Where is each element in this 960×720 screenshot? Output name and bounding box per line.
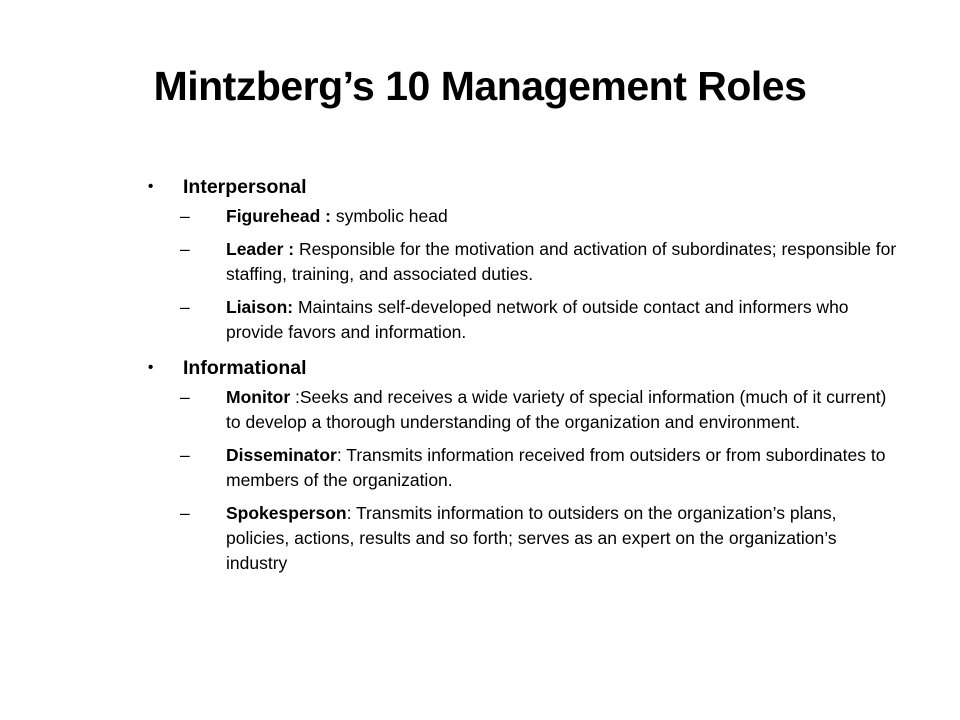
slide-title: Mintzberg’s 10 Management Roles (153, 63, 807, 109)
role-item-monitor (148, 385, 898, 435)
role-term: Monitor (226, 387, 291, 407)
dash-icon: – (180, 297, 190, 317)
section-heading-label: Informational (183, 357, 307, 379)
role-item-spokesperson (148, 501, 898, 576)
role-list (148, 385, 898, 576)
dash-icon: – (180, 387, 190, 407)
bullet-icon: • (148, 178, 154, 195)
section-informational (148, 353, 898, 576)
role-description: : Transmits information to outsiders on the organization’s plans, policies, actions, results and so forth; serves as an expert on the organization’s industry (226, 503, 837, 573)
dash-icon: – (180, 239, 190, 259)
role-term: Leader : (226, 239, 295, 259)
section-heading-label: Interpersonal (183, 176, 307, 198)
section-interpersonal (148, 172, 898, 345)
role-description: symbolic head (331, 206, 448, 226)
role-term: Spokesperson (226, 503, 347, 523)
role-term: Disseminator (226, 445, 337, 465)
role-item-leader (148, 237, 898, 287)
role-description: :Seeks and receives a wide variety of special information (much of it current) to develop a thorough understanding of the organization and environment. (226, 387, 887, 432)
dash-icon: – (180, 503, 190, 523)
section-heading (148, 172, 898, 202)
role-item-figurehead (148, 204, 898, 229)
role-list (148, 204, 898, 345)
role-item-liaison (148, 295, 898, 345)
dash-icon: – (180, 206, 190, 226)
bullet-icon: • (148, 359, 154, 376)
slide-content (148, 172, 898, 584)
role-description: Responsible for the motivation and activation of subordinates; responsible for staffing, training, and associated duties. (226, 239, 897, 284)
role-description: Maintains self-developed network of outside contact and informers who provide favors and information. (226, 297, 849, 342)
role-item-disseminator (148, 443, 898, 493)
dash-icon: – (180, 445, 190, 465)
section-heading (148, 353, 898, 383)
role-term: Liaison: (226, 297, 294, 317)
role-term: Figurehead : (226, 206, 332, 226)
role-description: : Transmits information received from outsiders or from subordinates to members of the organization. (226, 445, 886, 490)
